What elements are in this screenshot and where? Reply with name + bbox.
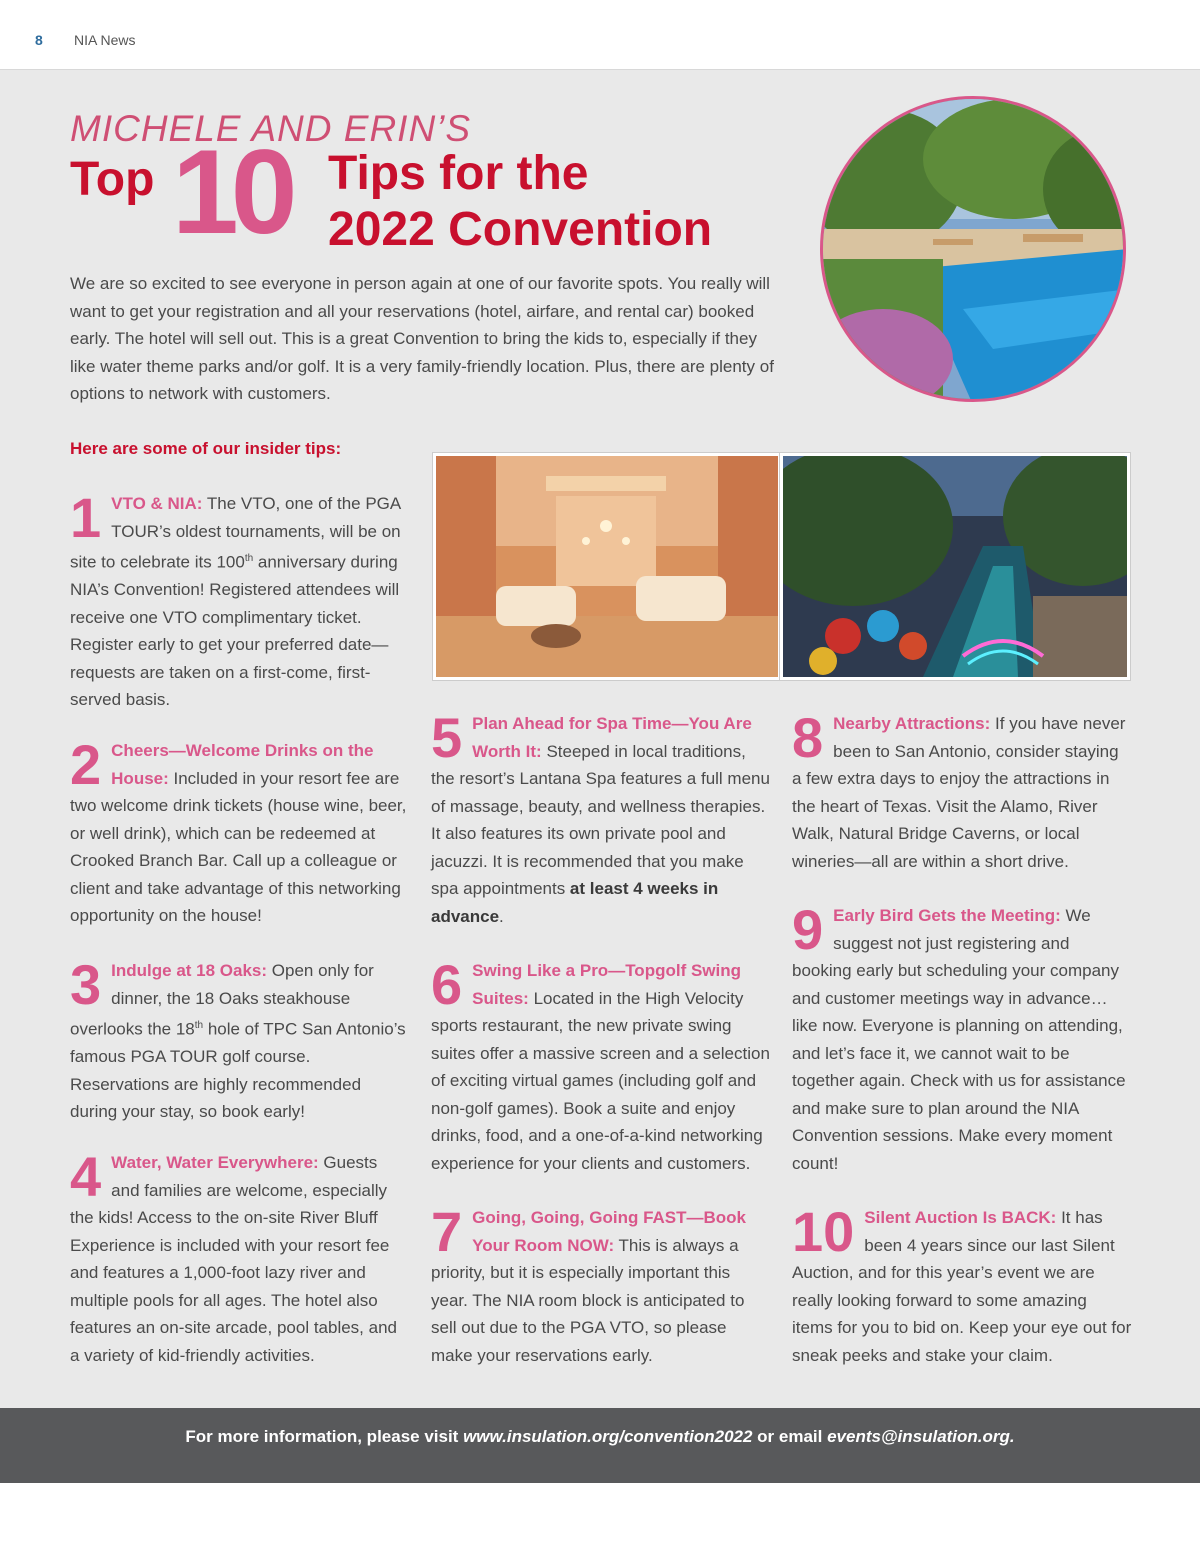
- tip-body: Guests and families are welcome, especially the kids! Access to the on-site River Bluff Experience is included with your resort fee and features a 1,000-foot lazy river and multiple pools for all ages. The hotel also features an on-site arcade, pool tables, and a variety of kid-friendly activities.: [70, 1153, 397, 1365]
- footer-prefix: For more information, please visit: [185, 1427, 464, 1446]
- tip-emphasis: at least 4 weeks in advance: [431, 879, 719, 926]
- tip-number: 1: [70, 486, 102, 549]
- tip-number: 2: [70, 733, 102, 796]
- page-header: [0, 0, 1200, 70]
- events-email-link[interactable]: events@insulation.org.: [827, 1427, 1015, 1446]
- tip-heading: Early Bird Gets the Meeting:: [833, 906, 1061, 925]
- convention-link[interactable]: www.insulation.org/convention2022: [463, 1427, 753, 1446]
- tip-number: 6: [431, 953, 463, 1016]
- title-kicker: MICHELE AND ERIN’S: [70, 108, 472, 149]
- tip-9: [792, 898, 1132, 1177]
- tip-number: 4: [70, 1145, 102, 1208]
- title-line-1: Tips for the: [328, 147, 589, 200]
- tip-10: [792, 1200, 1132, 1369]
- tip-3: [70, 953, 410, 1126]
- spa-lounge-photo: [432, 452, 782, 681]
- tip-1: [70, 486, 410, 714]
- article: [0, 70, 1200, 1408]
- tip-body: The VTO, one of the PGA TOUR’s oldest tournaments, will be on site to celebrate its 100: [70, 494, 401, 572]
- tip-body: It has been 4 years since our last Silent Auction, and for this year’s event we are really looking forward to some amazing items for you to bid on. Keep your eye out for sneak peeks and stake your claim.: [792, 1208, 1132, 1365]
- footer-middle: or email: [752, 1427, 828, 1446]
- tip-body: Included in your resort fee are two welcome drink tickets (house wine, beer, or well drink), which can be redeemed at Crooked Branch Bar. Call up a colleague or client and take advantage of this networking opportunity on the house!: [70, 768, 407, 925]
- tip-2: [70, 733, 410, 930]
- tip-number: 9: [792, 898, 824, 961]
- title-top: Top: [70, 153, 155, 206]
- intro-paragraph: We are so excited to see everyone in person again at one of our favorite spots. You really will want to get your registration and all your reservations (hotel, airfare, and rental car) booked early. The hotel will sell out. This is a great Convention to bring the kids to, especially if they like water theme parks and/or golf. It is a very family-friendly location. Plus, there are plenty of options to network with customers.: [70, 274, 774, 403]
- tip-heading: Silent Auction Is BACK:: [864, 1208, 1057, 1227]
- tip-body: Located in the High Velocity sports restaurant, the new private swing suites offer a massive screen and a selection of exciting virtual games (including golf and non-golf games). Book a suite and enjoy drinks, food, and a one-of-a-kind networking experience for your clients and customers.: [431, 988, 770, 1173]
- tip-number: 8: [792, 706, 824, 769]
- tip-heading: Water, Water Everywhere:: [111, 1153, 319, 1172]
- tip-number: 3: [70, 953, 102, 1016]
- tip-body: We suggest not just registering and booking early but scheduling your company and customer meetings way in advance… like now. Everyone is planning on attending, and let’s face it, we cannot wait to be together again. Check with us for assistance and make sure to plan around the NIA Convention sessions. Make every moment count!: [792, 906, 1126, 1173]
- river-walk-photo: [779, 452, 1131, 681]
- page-number: 8: [35, 32, 43, 48]
- tip-heading: Nearby Attractions:: [833, 714, 991, 733]
- tip-4: [70, 1145, 410, 1369]
- tip-body: Open only for dinner, the 18 Oaks steakhouse overlooks the 18: [70, 961, 374, 1039]
- tip-5: [431, 706, 771, 930]
- tip-heading: Plan Ahead for Spa Time—You Are Worth It:: [472, 714, 752, 761]
- tip-body: If you have never been to San Antonio, consider staying a few extra days to enjoy the attractions in the heart of Texas. Visit the Alamo, River Walk, Natural Bridge Caverns, or local wineries—all are within a short drive.: [792, 714, 1126, 871]
- tip-heading: Swing Like a Pro—Topgolf Swing Suites:: [472, 961, 742, 1008]
- tip-body: Steeped in local traditions, the resort’s Lantana Spa features a full menu of massage, beauty, and wellness therapies. It also features its own private pool and jacuzzi. It is recommended that you make spa appointments: [431, 741, 770, 898]
- tip-superscript: th: [194, 1020, 204, 1031]
- tip-body-end: .: [499, 906, 504, 926]
- tip-8: [792, 706, 1132, 875]
- tip-body-continued: hole of TPC San Antonio’s famous PGA TOUR golf course. Reservations are highly recommended during your stay, so book early!: [70, 1019, 406, 1122]
- tip-heading: VTO & NIA:: [111, 494, 203, 513]
- tip-heading: Going, Going, Going FAST—Book Your Room NOW:: [472, 1208, 747, 1255]
- tip-body-continued: anniversary during NIA’s Convention! Registered attendees will receive one VTO complimentary ticket. Register early to get your preferred date—requests are taken on a first-come, first-served basis.: [70, 552, 400, 710]
- title-line-2: 2022 Convention: [328, 203, 713, 256]
- tip-number: 7: [431, 1200, 463, 1263]
- title-number: 10: [172, 125, 290, 259]
- tip-body: This is always a priority, but it is especially important this year. The NIA room block is anticipated to sell out due to the PGA VTO, so please make your reservations early.: [431, 1235, 745, 1365]
- footer-banner: [0, 1408, 1200, 1483]
- insider-tips-heading: Here are some of our insider tips:: [70, 439, 342, 458]
- tip-heading: Indulge at 18 Oaks:: [111, 961, 268, 980]
- tip-heading: Cheers—Welcome Drinks on the House:: [111, 741, 374, 788]
- tip-number: 5: [431, 706, 463, 769]
- resort-pool-photo: [820, 96, 1126, 402]
- tip-superscript: th: [244, 553, 254, 564]
- tip-number: 10: [792, 1200, 855, 1263]
- tip-7: [431, 1200, 771, 1369]
- publication-name: NIA News: [74, 32, 136, 48]
- tip-6: [431, 953, 771, 1177]
- page-bottom-margin: [0, 1483, 1200, 1553]
